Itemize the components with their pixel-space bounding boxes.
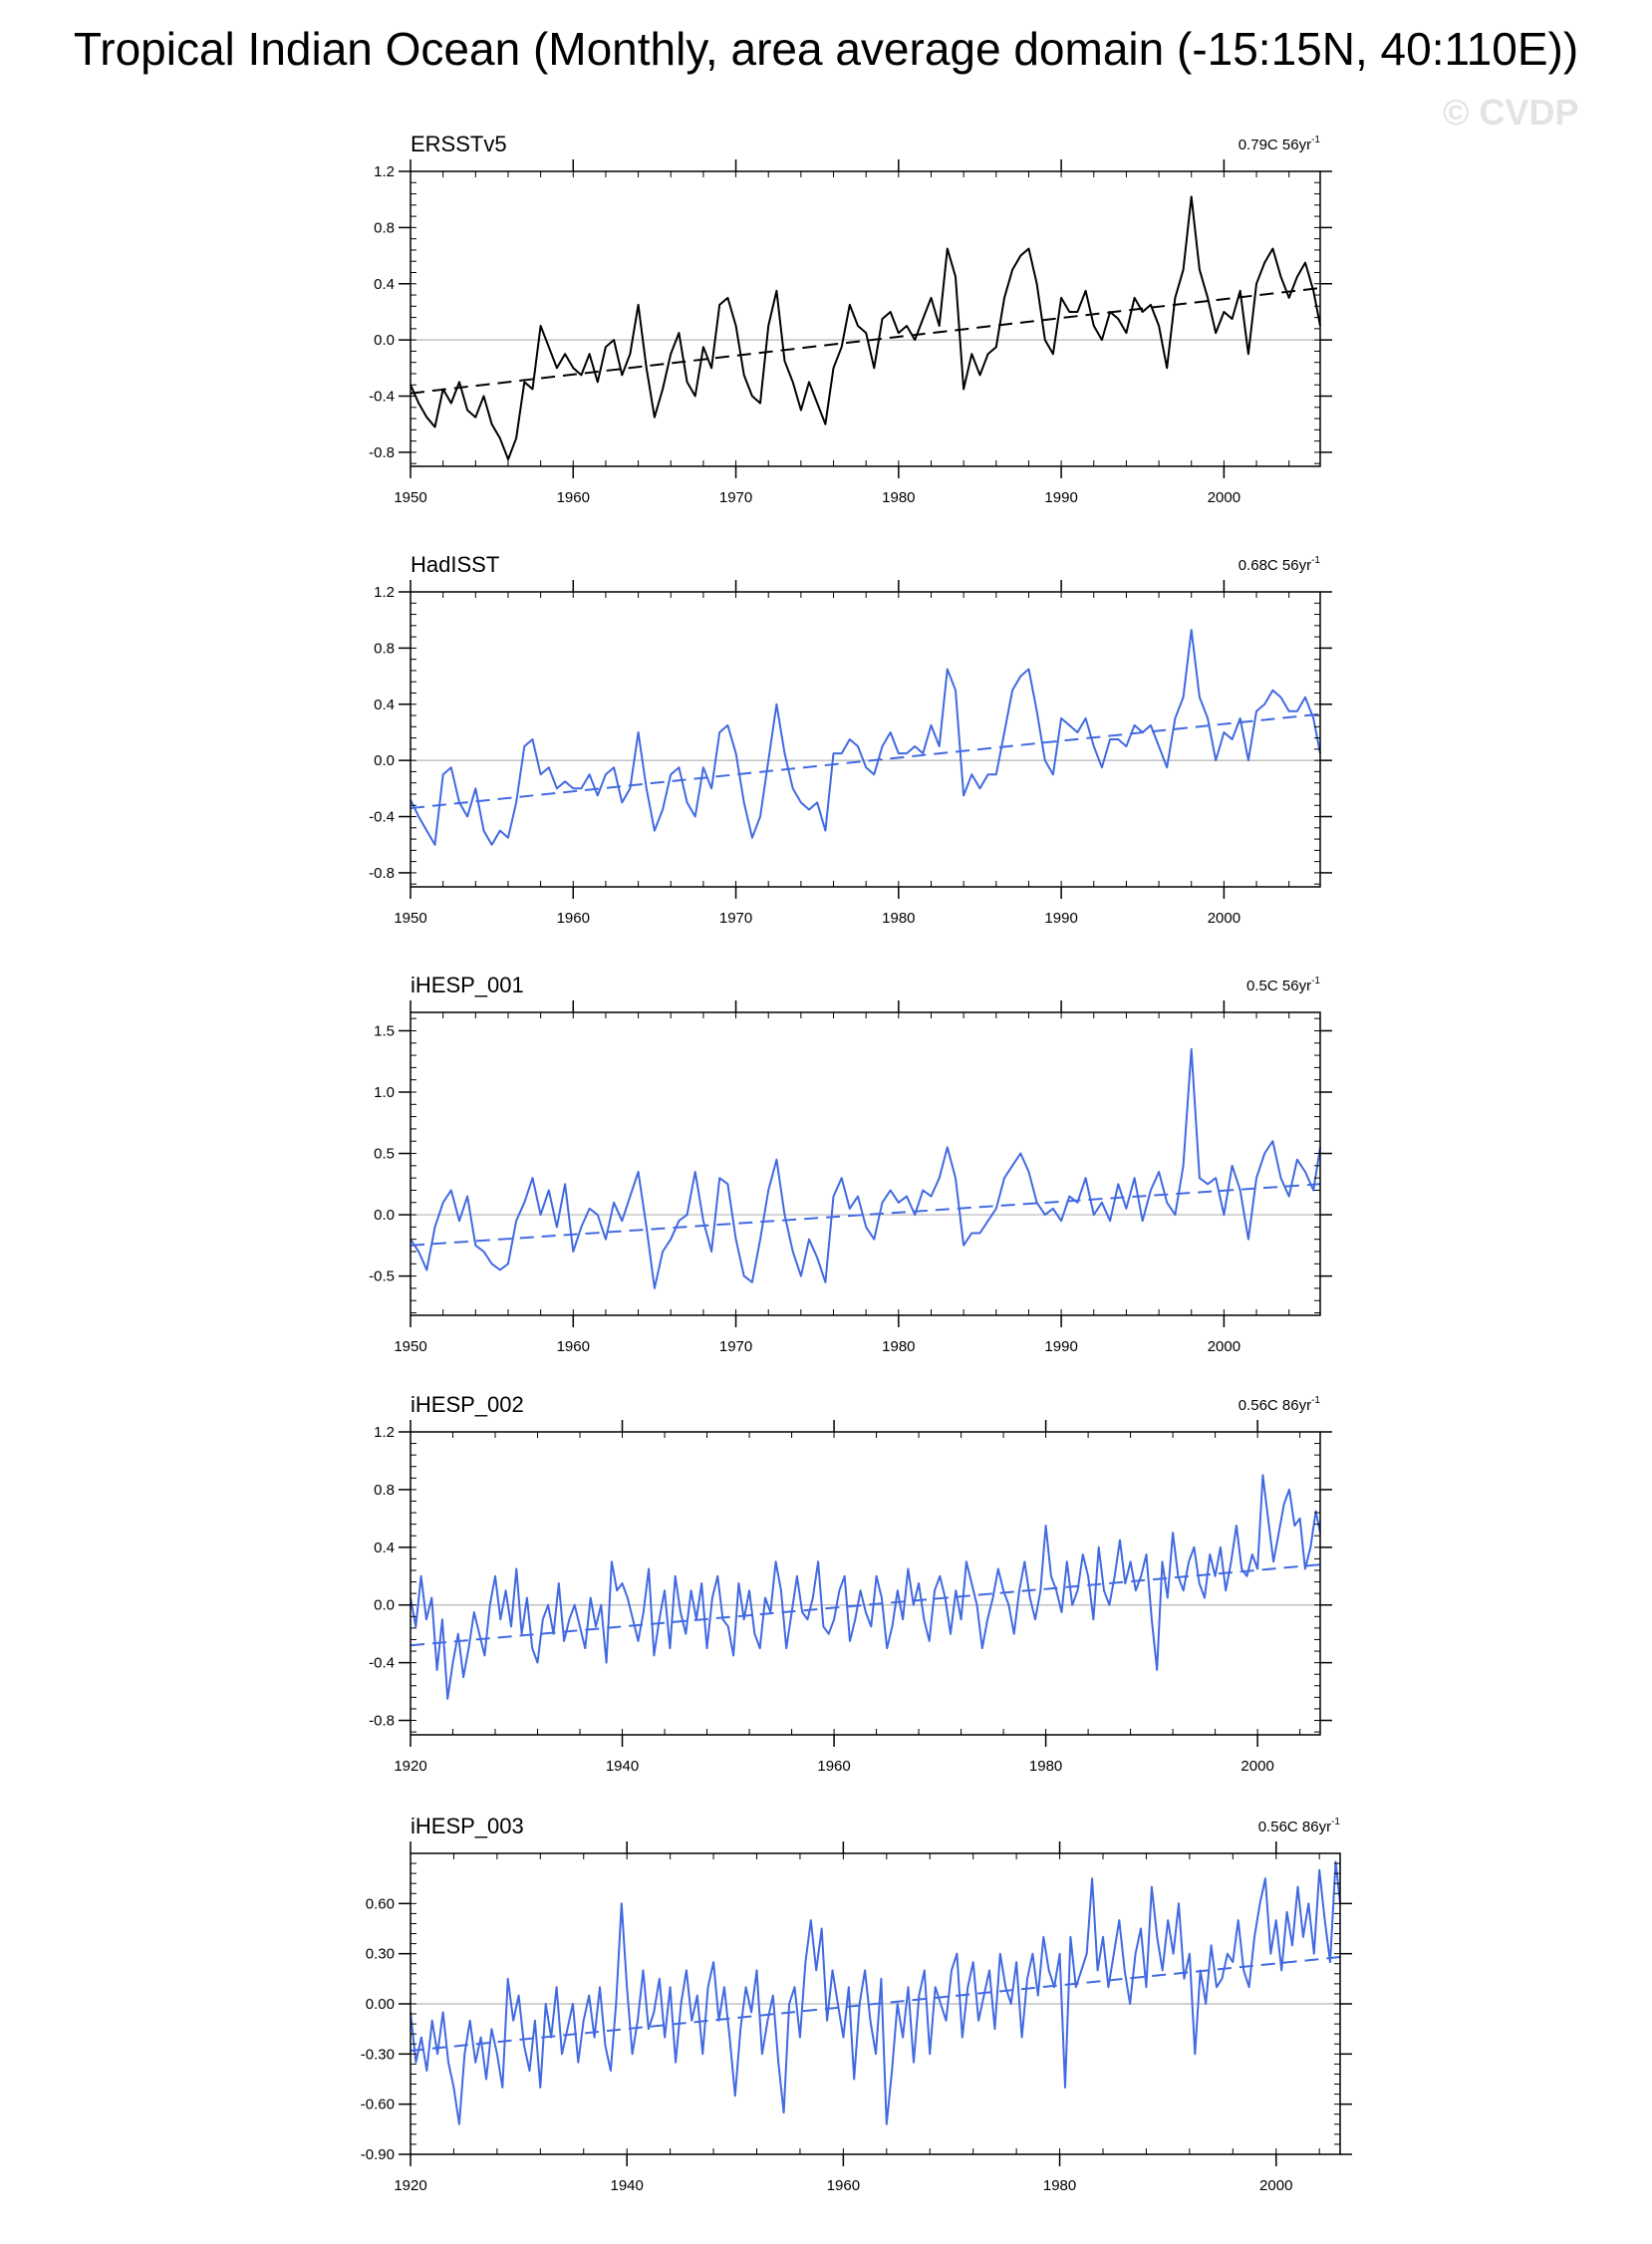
y-tick-label: -0.4 — [369, 808, 395, 826]
x-tick-label: 2000 — [1207, 489, 1241, 506]
x-tick-label: 2000 — [1240, 1758, 1274, 1775]
x-tick-label: 2000 — [1207, 1338, 1241, 1355]
y-tick-label: -0.5 — [369, 1267, 395, 1285]
series-line — [411, 630, 1320, 845]
y-tick-label: 0.30 — [365, 1945, 395, 1963]
trend-label: 0.79C $56yr^{-1}$ — [1238, 135, 1320, 153]
x-tick-label: 1940 — [605, 1758, 640, 1775]
x-tick-label: 1950 — [394, 1338, 427, 1355]
panel-title: iHESP_001 — [411, 973, 524, 997]
x-tick-label: 1940 — [610, 2177, 644, 2194]
x-tick-label: 1970 — [718, 1338, 753, 1355]
x-tick-label: 1970 — [718, 910, 753, 927]
y-tick-label: 0.0 — [374, 1207, 395, 1225]
y-tick-label: 0.8 — [374, 640, 395, 658]
y-tick-label: 1.0 — [374, 1084, 395, 1101]
x-tick-label: 1960 — [817, 1758, 851, 1775]
series-line — [411, 1049, 1320, 1288]
x-tick-label: 1980 — [1042, 2177, 1077, 2194]
panel-title: iHESP_002 — [411, 1392, 524, 1417]
panel-title: HadISST — [411, 552, 500, 577]
x-tick-label: 1960 — [556, 910, 590, 927]
panel-2 — [369, 552, 1332, 927]
y-tick-label: 1.2 — [374, 584, 395, 601]
y-tick-label: 0.60 — [365, 1895, 395, 1913]
x-tick-label: 1990 — [1044, 1338, 1078, 1355]
page-title: Tropical Indian Ocean (Monthly, area average domain (-15:15N, 40:110E)) — [73, 23, 1579, 75]
panel-title: iHESP_003 — [411, 1814, 524, 1838]
plot-frame — [411, 171, 1320, 466]
y-tick-label: 1.5 — [374, 1022, 395, 1040]
x-tick-label: 2000 — [1259, 2177, 1293, 2194]
y-tick-label: -0.8 — [369, 864, 395, 882]
y-tick-label: -0.60 — [360, 2096, 395, 2113]
x-tick-label: 1980 — [1028, 1758, 1063, 1775]
x-tick-label: 2000 — [1207, 910, 1241, 927]
y-tick-label: -0.8 — [369, 443, 395, 461]
y-tick-label: 0.8 — [374, 219, 395, 237]
x-tick-label: 1950 — [394, 910, 427, 927]
panel-1 — [369, 132, 1332, 506]
trend-label: 0.5C $56yr^{-1}$ — [1246, 976, 1320, 994]
x-tick-label: 1990 — [1044, 489, 1078, 506]
x-tick-label: 1920 — [394, 2177, 427, 2194]
x-tick-label: 1960 — [826, 2177, 861, 2194]
y-tick-label: 1.2 — [374, 163, 395, 180]
trend-label: 0.56C $86yr^{-1}$ — [1257, 1817, 1340, 1835]
y-tick-label: 1.2 — [374, 1424, 395, 1441]
y-tick-label: -0.4 — [369, 388, 395, 406]
y-tick-label: 0.00 — [365, 1996, 395, 2013]
y-tick-label: -0.4 — [369, 1654, 395, 1672]
y-tick-label: 0.0 — [374, 1596, 395, 1614]
y-tick-label: 0.5 — [374, 1145, 395, 1163]
x-tick-label: 1980 — [882, 910, 916, 927]
panel-title: ERSSTv5 — [411, 132, 507, 156]
x-tick-label: 1920 — [394, 1758, 427, 1775]
series-line — [411, 1861, 1340, 2123]
x-tick-label: 1980 — [882, 489, 916, 506]
series-line — [411, 1475, 1320, 1698]
y-tick-label: 0.4 — [374, 1539, 395, 1556]
x-tick-label: 1980 — [882, 1338, 916, 1355]
panel-4 — [369, 1392, 1332, 1775]
x-tick-label: 1960 — [556, 1338, 590, 1355]
y-tick-label: 0.8 — [374, 1481, 395, 1499]
plot-frame — [411, 592, 1320, 887]
y-tick-label: 0.0 — [374, 332, 395, 350]
x-tick-label: 1970 — [718, 489, 753, 506]
series-line — [411, 196, 1320, 459]
trend-label: 0.56C $86yr^{-1}$ — [1238, 1395, 1320, 1414]
x-tick-label: 1950 — [394, 489, 427, 506]
trend-label: 0.68C $56yr^{-1}$ — [1238, 555, 1320, 574]
x-tick-label: 1990 — [1044, 910, 1078, 927]
y-tick-label: -0.30 — [360, 2046, 395, 2064]
panel-3 — [369, 973, 1332, 1355]
x-tick-label: 1960 — [556, 489, 590, 506]
trend-line — [411, 714, 1320, 808]
y-tick-label: 0.4 — [374, 696, 395, 713]
y-tick-label: -0.8 — [369, 1712, 395, 1730]
y-tick-label: -0.90 — [360, 2146, 395, 2163]
panel-5 — [361, 1814, 1352, 2194]
cvdp-watermark: © CVDP — [1443, 92, 1579, 133]
y-tick-label: 0.4 — [374, 275, 395, 293]
y-tick-label: 0.0 — [374, 752, 395, 770]
